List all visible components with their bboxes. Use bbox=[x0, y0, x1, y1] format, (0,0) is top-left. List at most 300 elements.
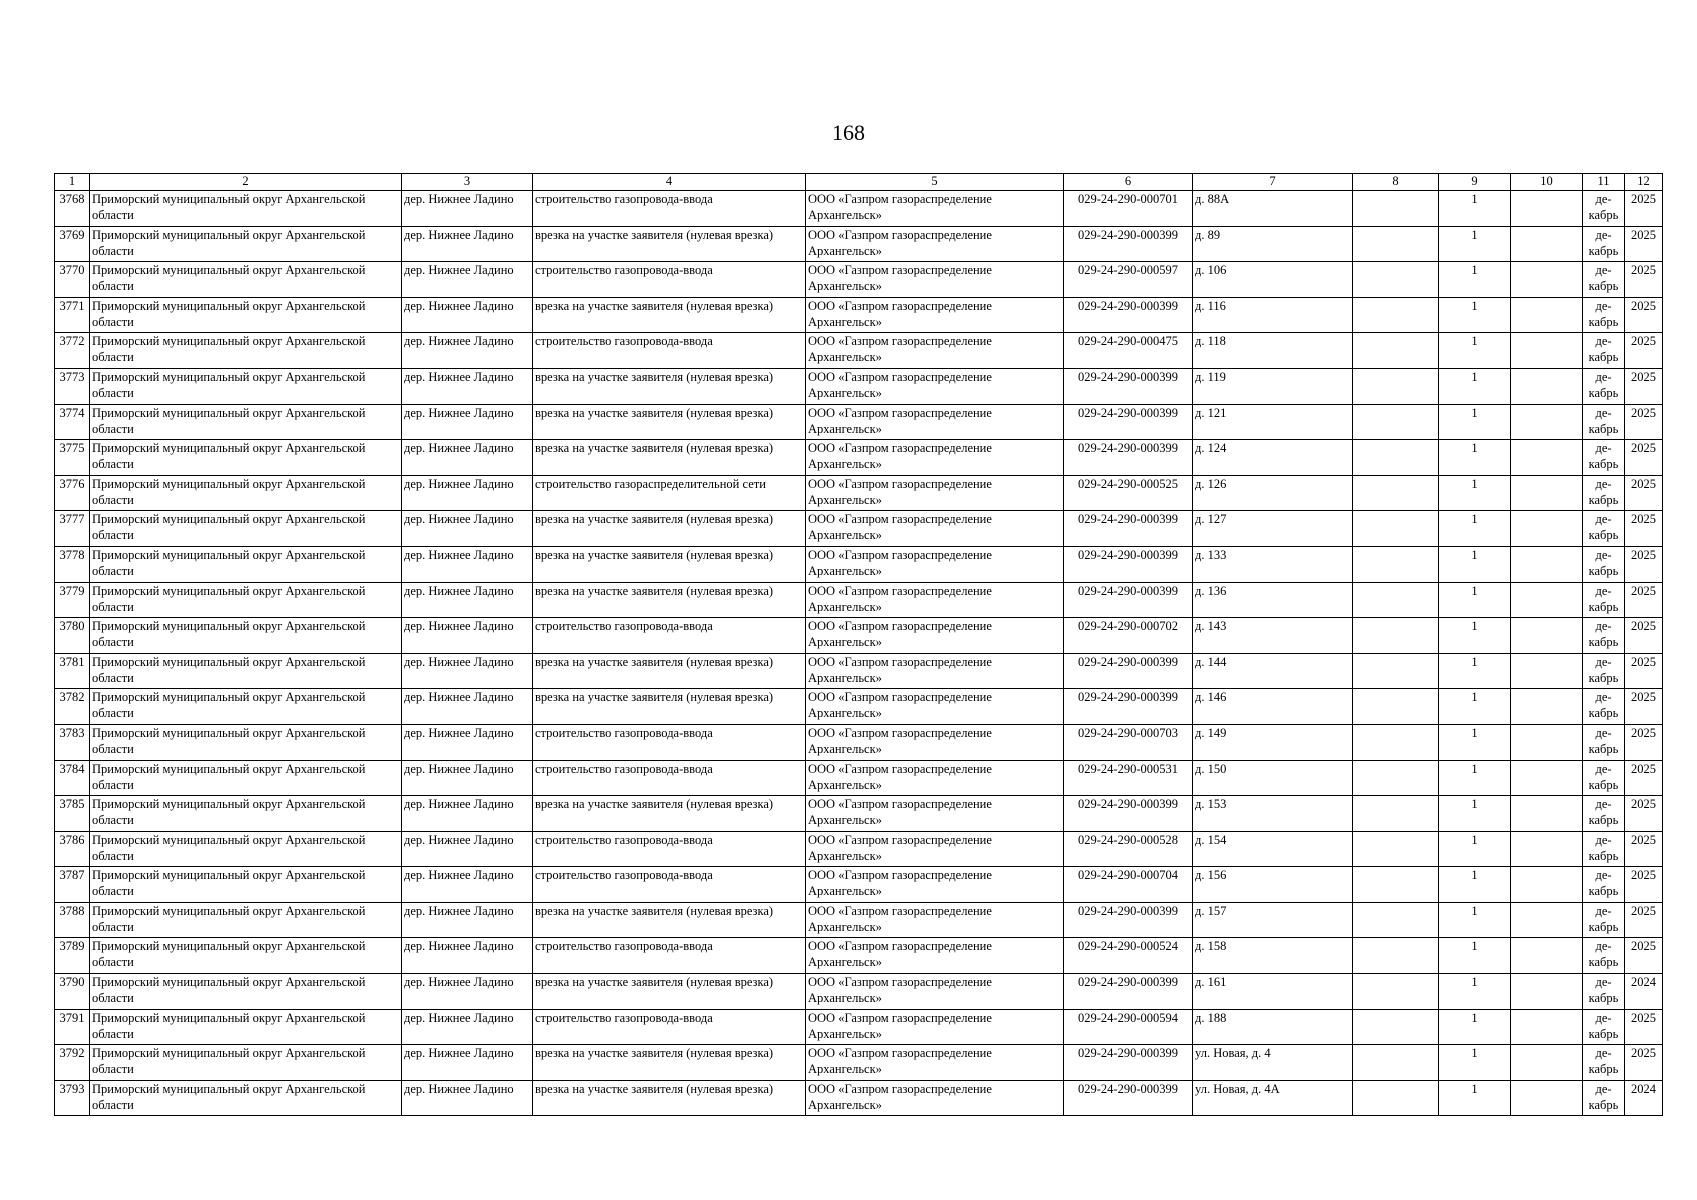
address-cell: д. 126 bbox=[1193, 475, 1353, 511]
work-type-cell: строительство газопровода-ввода bbox=[533, 867, 806, 903]
municipality-cell: Приморский муниципальный округ Архангельской области bbox=[90, 1045, 402, 1081]
municipality-cell: Приморский муниципальный округ Архангельской области bbox=[90, 404, 402, 440]
address-cell: д. 157 bbox=[1193, 902, 1353, 938]
address-cell: д. 156 bbox=[1193, 867, 1353, 903]
month-cell: де-кабрь bbox=[1583, 867, 1625, 903]
year-cell: 2025 bbox=[1625, 333, 1663, 369]
work-type-cell: строительство газопровода-ввода bbox=[533, 1009, 806, 1045]
column-8-cell bbox=[1353, 760, 1439, 796]
column-10-cell bbox=[1511, 1045, 1583, 1081]
column-header: 8 bbox=[1353, 174, 1439, 191]
work-type-cell: врезка на участке заявителя (нулевая врезка) bbox=[533, 689, 806, 725]
organization-cell: ООО «Газпром газораспределение Архангельск» bbox=[806, 867, 1064, 903]
year-cell: 2025 bbox=[1625, 724, 1663, 760]
column-10-cell bbox=[1511, 297, 1583, 333]
table-row bbox=[55, 297, 1663, 333]
settlement-cell: дер. Нижнее Ладино bbox=[402, 831, 533, 867]
work-type-cell: строительство газопровода-ввода bbox=[533, 760, 806, 796]
municipality-cell: Приморский муниципальный округ Архангельской области bbox=[90, 724, 402, 760]
column-10-cell bbox=[1511, 511, 1583, 547]
registry-code-cell: 029-24-290-000399 bbox=[1064, 653, 1193, 689]
table-row bbox=[55, 1009, 1663, 1045]
row-number: 3769 bbox=[55, 226, 90, 262]
work-type-cell: строительство газопровода-ввода bbox=[533, 618, 806, 654]
settlement-cell: дер. Нижнее Ладино bbox=[402, 297, 533, 333]
column-8-cell bbox=[1353, 262, 1439, 298]
table-row bbox=[55, 404, 1663, 440]
column-8-cell bbox=[1353, 368, 1439, 404]
address-cell: ул. Новая, д. 4А bbox=[1193, 1080, 1353, 1116]
organization-cell: ООО «Газпром газораспределение Архангельск» bbox=[806, 297, 1064, 333]
column-10-cell bbox=[1511, 724, 1583, 760]
year-cell: 2025 bbox=[1625, 867, 1663, 903]
table-row bbox=[55, 653, 1663, 689]
column-header: 2 bbox=[90, 174, 402, 191]
organization-cell: ООО «Газпром газораспределение Архангельск» bbox=[806, 724, 1064, 760]
work-type-cell: строительство газопровода-ввода bbox=[533, 938, 806, 974]
column-10-cell bbox=[1511, 653, 1583, 689]
quantity-cell: 1 bbox=[1439, 618, 1511, 654]
row-number: 3777 bbox=[55, 511, 90, 547]
address-cell: д. 158 bbox=[1193, 938, 1353, 974]
quantity-cell: 1 bbox=[1439, 297, 1511, 333]
organization-cell: ООО «Газпром газораспределение Архангельск» bbox=[806, 333, 1064, 369]
table-row bbox=[55, 226, 1663, 262]
column-header: 12 bbox=[1625, 174, 1663, 191]
quantity-cell: 1 bbox=[1439, 689, 1511, 725]
work-type-cell: врезка на участке заявителя (нулевая врезка) bbox=[533, 902, 806, 938]
work-type-cell: врезка на участке заявителя (нулевая врезка) bbox=[533, 974, 806, 1010]
municipality-cell: Приморский муниципальный округ Архангельской области bbox=[90, 297, 402, 333]
organization-cell: ООО «Газпром газораспределение Архангельск» bbox=[806, 938, 1064, 974]
row-number: 3789 bbox=[55, 938, 90, 974]
column-8-cell bbox=[1353, 1045, 1439, 1081]
year-cell: 2025 bbox=[1625, 582, 1663, 618]
municipality-cell: Приморский муниципальный округ Архангельской области bbox=[90, 582, 402, 618]
registry-body bbox=[55, 191, 1663, 1116]
organization-cell: ООО «Газпром газораспределение Архангельск» bbox=[806, 796, 1064, 832]
year-cell: 2025 bbox=[1625, 262, 1663, 298]
column-8-cell bbox=[1353, 867, 1439, 903]
organization-cell: ООО «Газпром газораспределение Архангельск» bbox=[806, 760, 1064, 796]
column-10-cell bbox=[1511, 760, 1583, 796]
settlement-cell: дер. Нижнее Ладино bbox=[402, 796, 533, 832]
column-header: 7 bbox=[1193, 174, 1353, 191]
address-cell: д. 121 bbox=[1193, 404, 1353, 440]
table-row bbox=[55, 511, 1663, 547]
municipality-cell: Приморский муниципальный округ Архангельской области bbox=[90, 689, 402, 725]
month-cell: де-кабрь bbox=[1583, 511, 1625, 547]
year-cell: 2025 bbox=[1625, 1009, 1663, 1045]
year-cell: 2025 bbox=[1625, 226, 1663, 262]
month-cell: де-кабрь bbox=[1583, 618, 1625, 654]
column-10-cell bbox=[1511, 902, 1583, 938]
registry-code-cell: 029-24-290-000399 bbox=[1064, 297, 1193, 333]
quantity-cell: 1 bbox=[1439, 1009, 1511, 1045]
row-number: 3781 bbox=[55, 653, 90, 689]
municipality-cell: Приморский муниципальный округ Архангельской области bbox=[90, 546, 402, 582]
settlement-cell: дер. Нижнее Ладино bbox=[402, 653, 533, 689]
column-header: 4 bbox=[533, 174, 806, 191]
settlement-cell: дер. Нижнее Ладино bbox=[402, 191, 533, 227]
work-type-cell: врезка на участке заявителя (нулевая врезка) bbox=[533, 1045, 806, 1081]
organization-cell: ООО «Газпром газораспределение Архангельск» bbox=[806, 191, 1064, 227]
work-type-cell: строительство газопровода-ввода bbox=[533, 262, 806, 298]
month-cell: де-кабрь bbox=[1583, 902, 1625, 938]
year-cell: 2025 bbox=[1625, 440, 1663, 476]
year-cell: 2025 bbox=[1625, 404, 1663, 440]
address-cell: д. 149 bbox=[1193, 724, 1353, 760]
settlement-cell: дер. Нижнее Ладино bbox=[402, 974, 533, 1010]
row-number: 3788 bbox=[55, 902, 90, 938]
registry-table bbox=[54, 173, 1663, 1116]
settlement-cell: дер. Нижнее Ладино bbox=[402, 1080, 533, 1116]
month-cell: де-кабрь bbox=[1583, 262, 1625, 298]
organization-cell: ООО «Газпром газораспределение Архангельск» bbox=[806, 1080, 1064, 1116]
column-8-cell bbox=[1353, 333, 1439, 369]
column-header: 5 bbox=[806, 174, 1064, 191]
registry-code-cell: 029-24-290-000399 bbox=[1064, 226, 1193, 262]
row-number: 3772 bbox=[55, 333, 90, 369]
address-cell: д. 124 bbox=[1193, 440, 1353, 476]
municipality-cell: Приморский муниципальный округ Архангельской области bbox=[90, 475, 402, 511]
month-cell: де-кабрь bbox=[1583, 546, 1625, 582]
column-8-cell bbox=[1353, 831, 1439, 867]
quantity-cell: 1 bbox=[1439, 368, 1511, 404]
month-cell: де-кабрь bbox=[1583, 831, 1625, 867]
row-number: 3784 bbox=[55, 760, 90, 796]
month-cell: де-кабрь bbox=[1583, 1009, 1625, 1045]
settlement-cell: дер. Нижнее Ладино bbox=[402, 333, 533, 369]
registry-code-cell: 029-24-290-000399 bbox=[1064, 511, 1193, 547]
year-cell: 2025 bbox=[1625, 760, 1663, 796]
settlement-cell: дер. Нижнее Ладино bbox=[402, 618, 533, 654]
year-cell: 2024 bbox=[1625, 1080, 1663, 1116]
organization-cell: ООО «Газпром газораспределение Архангельск» bbox=[806, 653, 1064, 689]
year-cell: 2025 bbox=[1625, 511, 1663, 547]
column-10-cell bbox=[1511, 974, 1583, 1010]
address-cell: д. 118 bbox=[1193, 333, 1353, 369]
settlement-cell: дер. Нижнее Ладино bbox=[402, 902, 533, 938]
municipality-cell: Приморский муниципальный округ Архангельской области bbox=[90, 618, 402, 654]
work-type-cell: строительство газопровода-ввода bbox=[533, 333, 806, 369]
table-row bbox=[55, 368, 1663, 404]
column-8-cell bbox=[1353, 653, 1439, 689]
settlement-cell: дер. Нижнее Ладино bbox=[402, 938, 533, 974]
quantity-cell: 1 bbox=[1439, 333, 1511, 369]
table-row bbox=[55, 191, 1663, 227]
row-number: 3770 bbox=[55, 262, 90, 298]
address-cell: д. 119 bbox=[1193, 368, 1353, 404]
column-8-cell bbox=[1353, 938, 1439, 974]
year-cell: 2025 bbox=[1625, 831, 1663, 867]
year-cell: 2025 bbox=[1625, 368, 1663, 404]
year-cell: 2025 bbox=[1625, 191, 1663, 227]
settlement-cell: дер. Нижнее Ладино bbox=[402, 1009, 533, 1045]
work-type-cell: врезка на участке заявителя (нулевая врезка) bbox=[533, 546, 806, 582]
address-cell: д. 136 bbox=[1193, 582, 1353, 618]
settlement-cell: дер. Нижнее Ладино bbox=[402, 404, 533, 440]
column-10-cell bbox=[1511, 618, 1583, 654]
column-8-cell bbox=[1353, 689, 1439, 725]
month-cell: де-кабрь bbox=[1583, 938, 1625, 974]
work-type-cell: врезка на участке заявителя (нулевая врезка) bbox=[533, 226, 806, 262]
column-8-cell bbox=[1353, 546, 1439, 582]
row-number: 3779 bbox=[55, 582, 90, 618]
column-header: 9 bbox=[1439, 174, 1511, 191]
year-cell: 2025 bbox=[1625, 1045, 1663, 1081]
table-row bbox=[55, 724, 1663, 760]
address-cell: д. 144 bbox=[1193, 653, 1353, 689]
table-row bbox=[55, 689, 1663, 725]
quantity-cell: 1 bbox=[1439, 191, 1511, 227]
year-cell: 2025 bbox=[1625, 546, 1663, 582]
row-number: 3792 bbox=[55, 1045, 90, 1081]
year-cell: 2024 bbox=[1625, 974, 1663, 1010]
year-cell: 2025 bbox=[1625, 796, 1663, 832]
row-number: 3785 bbox=[55, 796, 90, 832]
address-cell: д. 127 bbox=[1193, 511, 1353, 547]
address-cell: д. 146 bbox=[1193, 689, 1353, 725]
quantity-cell: 1 bbox=[1439, 867, 1511, 903]
row-number: 3774 bbox=[55, 404, 90, 440]
column-10-cell bbox=[1511, 831, 1583, 867]
month-cell: де-кабрь bbox=[1583, 226, 1625, 262]
settlement-cell: дер. Нижнее Ладино bbox=[402, 475, 533, 511]
municipality-cell: Приморский муниципальный округ Архангельской области bbox=[90, 974, 402, 1010]
row-number: 3786 bbox=[55, 831, 90, 867]
month-cell: де-кабрь bbox=[1583, 689, 1625, 725]
month-cell: де-кабрь bbox=[1583, 760, 1625, 796]
registry-code-cell: 029-24-290-000475 bbox=[1064, 333, 1193, 369]
organization-cell: ООО «Газпром газораспределение Архангельск» bbox=[806, 262, 1064, 298]
registry-code-cell: 029-24-290-000399 bbox=[1064, 546, 1193, 582]
month-cell: де-кабрь bbox=[1583, 475, 1625, 511]
quantity-cell: 1 bbox=[1439, 546, 1511, 582]
table-row bbox=[55, 262, 1663, 298]
row-number: 3791 bbox=[55, 1009, 90, 1045]
column-header: 1 bbox=[55, 174, 90, 191]
column-8-cell bbox=[1353, 796, 1439, 832]
row-number: 3776 bbox=[55, 475, 90, 511]
table-row bbox=[55, 1045, 1663, 1081]
work-type-cell: строительство газопровода-ввода bbox=[533, 191, 806, 227]
column-8-cell bbox=[1353, 724, 1439, 760]
address-cell: д. 106 bbox=[1193, 262, 1353, 298]
row-number: 3793 bbox=[55, 1080, 90, 1116]
settlement-cell: дер. Нижнее Ладино bbox=[402, 582, 533, 618]
quantity-cell: 1 bbox=[1439, 1045, 1511, 1081]
work-type-cell: строительство газопровода-ввода bbox=[533, 831, 806, 867]
year-cell: 2025 bbox=[1625, 902, 1663, 938]
address-cell: д. 89 bbox=[1193, 226, 1353, 262]
table-row bbox=[55, 938, 1663, 974]
registry-code-cell: 029-24-290-000399 bbox=[1064, 689, 1193, 725]
address-cell: д. 133 bbox=[1193, 546, 1353, 582]
municipality-cell: Приморский муниципальный округ Архангельской области bbox=[90, 226, 402, 262]
registry-code-cell: 029-24-290-000399 bbox=[1064, 796, 1193, 832]
organization-cell: ООО «Газпром газораспределение Архангельск» bbox=[806, 368, 1064, 404]
organization-cell: ООО «Газпром газораспределение Архангельск» bbox=[806, 618, 1064, 654]
organization-cell: ООО «Газпром газораспределение Архангельск» bbox=[806, 475, 1064, 511]
registry-code-cell: 029-24-290-000594 bbox=[1064, 1009, 1193, 1045]
organization-cell: ООО «Газпром газораспределение Архангельск» bbox=[806, 902, 1064, 938]
quantity-cell: 1 bbox=[1439, 475, 1511, 511]
address-cell: д. 116 bbox=[1193, 297, 1353, 333]
quantity-cell: 1 bbox=[1439, 902, 1511, 938]
quantity-cell: 1 bbox=[1439, 226, 1511, 262]
registry-code-cell: 029-24-290-000399 bbox=[1064, 902, 1193, 938]
column-8-cell bbox=[1353, 511, 1439, 547]
registry-code-cell: 029-24-290-000399 bbox=[1064, 1080, 1193, 1116]
organization-cell: ООО «Газпром газораспределение Архангельск» bbox=[806, 404, 1064, 440]
column-8-cell bbox=[1353, 440, 1439, 476]
municipality-cell: Приморский муниципальный округ Архангельской области bbox=[90, 902, 402, 938]
municipality-cell: Приморский муниципальный округ Архангельской области bbox=[90, 1080, 402, 1116]
column-8-cell bbox=[1353, 582, 1439, 618]
column-10-cell bbox=[1511, 546, 1583, 582]
row-number: 3771 bbox=[55, 297, 90, 333]
column-10-cell bbox=[1511, 1080, 1583, 1116]
settlement-cell: дер. Нижнее Ладино bbox=[402, 689, 533, 725]
address-cell: д. 88А bbox=[1193, 191, 1353, 227]
registry-code-cell: 029-24-290-000399 bbox=[1064, 368, 1193, 404]
settlement-cell: дер. Нижнее Ладино bbox=[402, 511, 533, 547]
registry-code-cell: 029-24-290-000399 bbox=[1064, 582, 1193, 618]
table-row bbox=[55, 333, 1663, 369]
municipality-cell: Приморский муниципальный округ Архангельской области bbox=[90, 191, 402, 227]
column-10-cell bbox=[1511, 191, 1583, 227]
table-row bbox=[55, 475, 1663, 511]
table-row bbox=[55, 546, 1663, 582]
year-cell: 2025 bbox=[1625, 653, 1663, 689]
registry-code-cell: 029-24-290-000525 bbox=[1064, 475, 1193, 511]
quantity-cell: 1 bbox=[1439, 724, 1511, 760]
work-type-cell: врезка на участке заявителя (нулевая врезка) bbox=[533, 582, 806, 618]
column-8-cell bbox=[1353, 974, 1439, 1010]
settlement-cell: дер. Нижнее Ладино bbox=[402, 867, 533, 903]
month-cell: де-кабрь bbox=[1583, 368, 1625, 404]
registry-code-cell: 029-24-290-000399 bbox=[1064, 974, 1193, 1010]
table-row bbox=[55, 618, 1663, 654]
municipality-cell: Приморский муниципальный округ Архангельской области bbox=[90, 938, 402, 974]
column-8-cell bbox=[1353, 902, 1439, 938]
settlement-cell: дер. Нижнее Ладино bbox=[402, 724, 533, 760]
table-row bbox=[55, 867, 1663, 903]
month-cell: де-кабрь bbox=[1583, 653, 1625, 689]
row-number: 3768 bbox=[55, 191, 90, 227]
municipality-cell: Приморский муниципальный округ Архангельской области bbox=[90, 867, 402, 903]
column-8-cell bbox=[1353, 297, 1439, 333]
month-cell: де-кабрь bbox=[1583, 297, 1625, 333]
registry-code-cell: 029-24-290-000399 bbox=[1064, 1045, 1193, 1081]
column-10-cell bbox=[1511, 262, 1583, 298]
municipality-cell: Приморский муниципальный округ Архангельской области bbox=[90, 1009, 402, 1045]
address-cell: ул. Новая, д. 4 bbox=[1193, 1045, 1353, 1081]
column-header: 6 bbox=[1064, 174, 1193, 191]
municipality-cell: Приморский муниципальный округ Архангельской области bbox=[90, 653, 402, 689]
organization-cell: ООО «Газпром газораспределение Архангельск» bbox=[806, 546, 1064, 582]
column-10-cell bbox=[1511, 475, 1583, 511]
year-cell: 2025 bbox=[1625, 618, 1663, 654]
work-type-cell: врезка на участке заявителя (нулевая врезка) bbox=[533, 297, 806, 333]
table-row bbox=[55, 831, 1663, 867]
quantity-cell: 1 bbox=[1439, 582, 1511, 618]
table-row bbox=[55, 760, 1663, 796]
municipality-cell: Приморский муниципальный округ Архангельской области bbox=[90, 831, 402, 867]
organization-cell: ООО «Газпром газораспределение Архангельск» bbox=[806, 511, 1064, 547]
address-cell: д. 153 bbox=[1193, 796, 1353, 832]
work-type-cell: врезка на участке заявителя (нулевая врезка) bbox=[533, 653, 806, 689]
column-10-cell bbox=[1511, 938, 1583, 974]
address-cell: д. 161 bbox=[1193, 974, 1353, 1010]
quantity-cell: 1 bbox=[1439, 511, 1511, 547]
quantity-cell: 1 bbox=[1439, 440, 1511, 476]
registry-code-cell: 029-24-290-000702 bbox=[1064, 618, 1193, 654]
quantity-cell: 1 bbox=[1439, 760, 1511, 796]
year-cell: 2025 bbox=[1625, 475, 1663, 511]
registry-code-cell: 029-24-290-000704 bbox=[1064, 867, 1193, 903]
column-10-cell bbox=[1511, 689, 1583, 725]
work-type-cell: врезка на участке заявителя (нулевая врезка) bbox=[533, 368, 806, 404]
column-8-cell bbox=[1353, 226, 1439, 262]
column-header: 3 bbox=[402, 174, 533, 191]
registry-code-cell: 029-24-290-000528 bbox=[1064, 831, 1193, 867]
address-cell: д. 150 bbox=[1193, 760, 1353, 796]
organization-cell: ООО «Газпром газораспределение Архангельск» bbox=[806, 582, 1064, 618]
municipality-cell: Приморский муниципальный округ Архангельской области bbox=[90, 262, 402, 298]
address-cell: д. 188 bbox=[1193, 1009, 1353, 1045]
municipality-cell: Приморский муниципальный округ Архангельской области bbox=[90, 796, 402, 832]
registry-code-cell: 029-24-290-000703 bbox=[1064, 724, 1193, 760]
row-number: 3790 bbox=[55, 974, 90, 1010]
organization-cell: ООО «Газпром газораспределение Архангельск» bbox=[806, 440, 1064, 476]
quantity-cell: 1 bbox=[1439, 796, 1511, 832]
row-number: 3783 bbox=[55, 724, 90, 760]
row-number: 3787 bbox=[55, 867, 90, 903]
municipality-cell: Приморский муниципальный округ Архангельской области bbox=[90, 760, 402, 796]
column-header: 10 bbox=[1511, 174, 1583, 191]
municipality-cell: Приморский муниципальный округ Архангельской области bbox=[90, 368, 402, 404]
year-cell: 2025 bbox=[1625, 938, 1663, 974]
work-type-cell: врезка на участке заявителя (нулевая врезка) bbox=[533, 440, 806, 476]
column-10-cell bbox=[1511, 582, 1583, 618]
column-8-cell bbox=[1353, 1009, 1439, 1045]
settlement-cell: дер. Нижнее Ладино bbox=[402, 262, 533, 298]
work-type-cell: врезка на участке заявителя (нулевая врезка) bbox=[533, 1080, 806, 1116]
registry-code-cell: 029-24-290-000597 bbox=[1064, 262, 1193, 298]
registry-code-cell: 029-24-290-000531 bbox=[1064, 760, 1193, 796]
organization-cell: ООО «Газпром газораспределение Архангельск» bbox=[806, 831, 1064, 867]
table-row bbox=[55, 440, 1663, 476]
municipality-cell: Приморский муниципальный округ Архангельской области bbox=[90, 511, 402, 547]
row-number: 3773 bbox=[55, 368, 90, 404]
table-row bbox=[55, 902, 1663, 938]
column-number-row bbox=[55, 174, 1663, 191]
column-8-cell bbox=[1353, 475, 1439, 511]
table-row bbox=[55, 974, 1663, 1010]
column-10-cell bbox=[1511, 226, 1583, 262]
address-cell: д. 154 bbox=[1193, 831, 1353, 867]
column-header: 11 bbox=[1583, 174, 1625, 191]
work-type-cell: строительство газопровода-ввода bbox=[533, 724, 806, 760]
settlement-cell: дер. Нижнее Ладино bbox=[402, 440, 533, 476]
column-10-cell bbox=[1511, 333, 1583, 369]
quantity-cell: 1 bbox=[1439, 653, 1511, 689]
column-8-cell bbox=[1353, 404, 1439, 440]
month-cell: де-кабрь bbox=[1583, 333, 1625, 369]
quantity-cell: 1 bbox=[1439, 974, 1511, 1010]
